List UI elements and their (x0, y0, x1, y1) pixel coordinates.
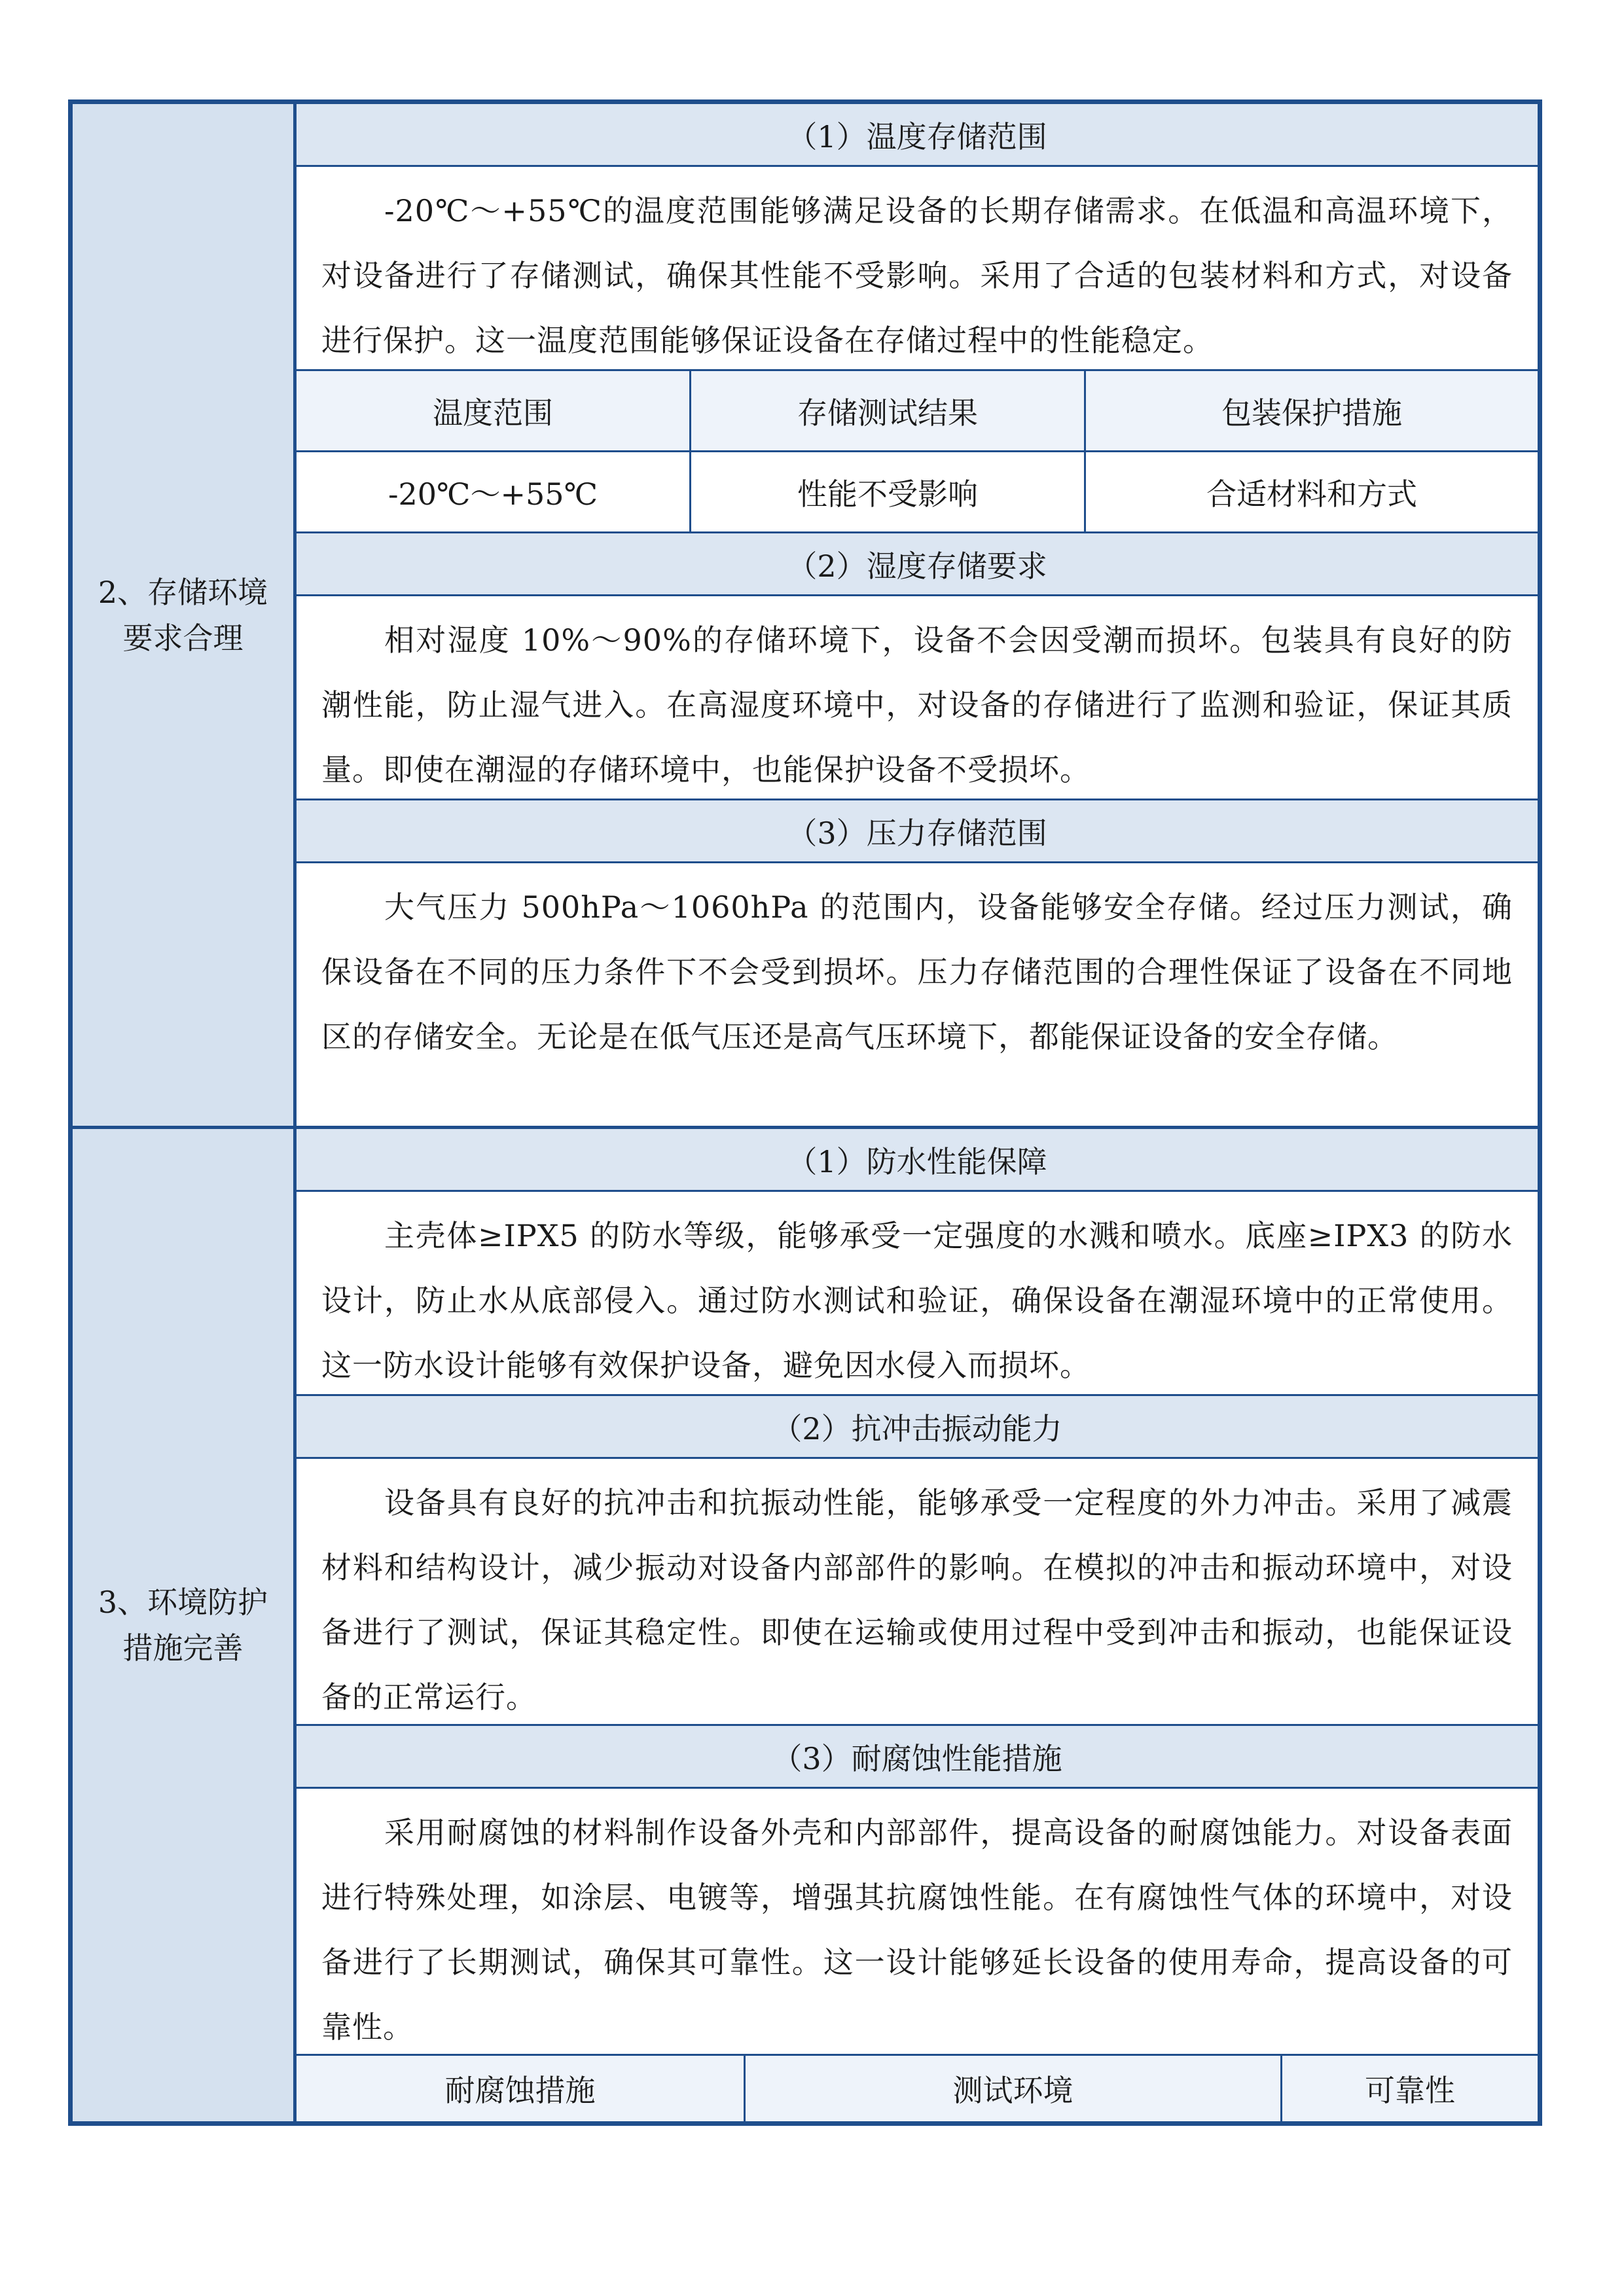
table-header-row (297, 2056, 1538, 2121)
table-header-cell: 可靠性 (1282, 2056, 1538, 2121)
subheading-waterproof: （1）防水性能保障 (297, 1129, 1538, 1192)
table-header-cell: 温度范围 (297, 371, 691, 450)
subheading-humidity: （2）湿度存储要求 (297, 533, 1538, 596)
table-row (297, 452, 1538, 533)
section-content-protection (297, 1129, 1538, 2121)
paragraph-shock: 设备具有良好的抗冲击和抗振动性能，能够承受一定程度的外力冲击。采用了减震材料和结构设计，减少振动对设备内部部件的影响。在模拟的冲击和振动环境中，对设备进行了测试，保证其稳定性。即使在运输或使用过程中受到冲击和振动，也能保证设备的正常运行。 (297, 1459, 1538, 1726)
paragraph-corrosion: 采用耐腐蚀的材料制作设备外壳和内部部件，提高设备的耐腐蚀能力。对设备表面进行特殊处理，如涂层、电镀等，增强其抗腐蚀性能。在有腐蚀性气体的环境中，对设备进行了长期测试，确保其可靠性。这一设计能够延长设备的使用寿命，提高设备的可靠性。 (297, 1789, 1538, 2056)
paragraph-humidity: 相对湿度 10%～90%的存储环境下，设备不会因受潮而损坏。包装具有良好的防潮性能，防止湿气进入。在高湿度环境中，对设备的存储进行了监测和验证，保证其质量。即使在潮湿的存储环境中，也能保护设备不受损坏。 (297, 596, 1538, 800)
table-header-cell: 测试环境 (746, 2056, 1282, 2121)
section-storage (73, 104, 1538, 1129)
section-protection (73, 1129, 1538, 2121)
table-header-cell: 包装保护措施 (1086, 371, 1538, 450)
subheading-pressure: （3）压力存储范围 (297, 800, 1538, 863)
table-cell: 性能不受影响 (691, 452, 1086, 531)
table-header-cell: 存储测试结果 (691, 371, 1086, 450)
subheading-temperature: （1）温度存储范围 (297, 104, 1538, 167)
section-label-protection: 3、环境防护措施完善 (73, 1129, 297, 2121)
document-table (68, 99, 1542, 2126)
paragraph-temperature: -20℃～+55℃的温度范围能够满足设备的长期存储需求。在低温和高温环境下，对设备进行了存储测试，确保其性能不受影响。采用了合适的包装材料和方式，对设备进行保护。这一温度范围能够保证设备在存储过程中的性能稳定。 (297, 167, 1538, 371)
subheading-shock: （2）抗冲击振动能力 (297, 1396, 1538, 1459)
table-cell: -20℃～+55℃ (297, 452, 691, 531)
section-content-storage (297, 104, 1538, 1126)
table-cell: 合适材料和方式 (1086, 452, 1538, 531)
subheading-corrosion: （3）耐腐蚀性能措施 (297, 1726, 1538, 1789)
table-header-row (297, 371, 1538, 452)
section-label-storage: 2、存储环境要求合理 (73, 104, 297, 1126)
paragraph-waterproof: 主壳体≥IPX5 的防水等级，能够承受一定强度的水溅和喷水。底座≥IPX3 的防水设计，防止水从底部侵入。通过防水测试和验证，确保设备在潮湿环境中的正常使用。这一防水设计能够有效保护设备，避免因水侵入而损坏。 (297, 1192, 1538, 1396)
paragraph-pressure: 大气压力 500hPa～1060hPa 的范围内，设备能够安全存储。经过压力测试，确保设备在不同的压力条件下不会受到损坏。压力存储范围的合理性保证了设备在不同地区的存储安全。无论是在低气压还是高气压环境下，都能保证设备的安全存储。 (297, 863, 1538, 1126)
table-header-cell: 耐腐蚀措施 (297, 2056, 746, 2121)
